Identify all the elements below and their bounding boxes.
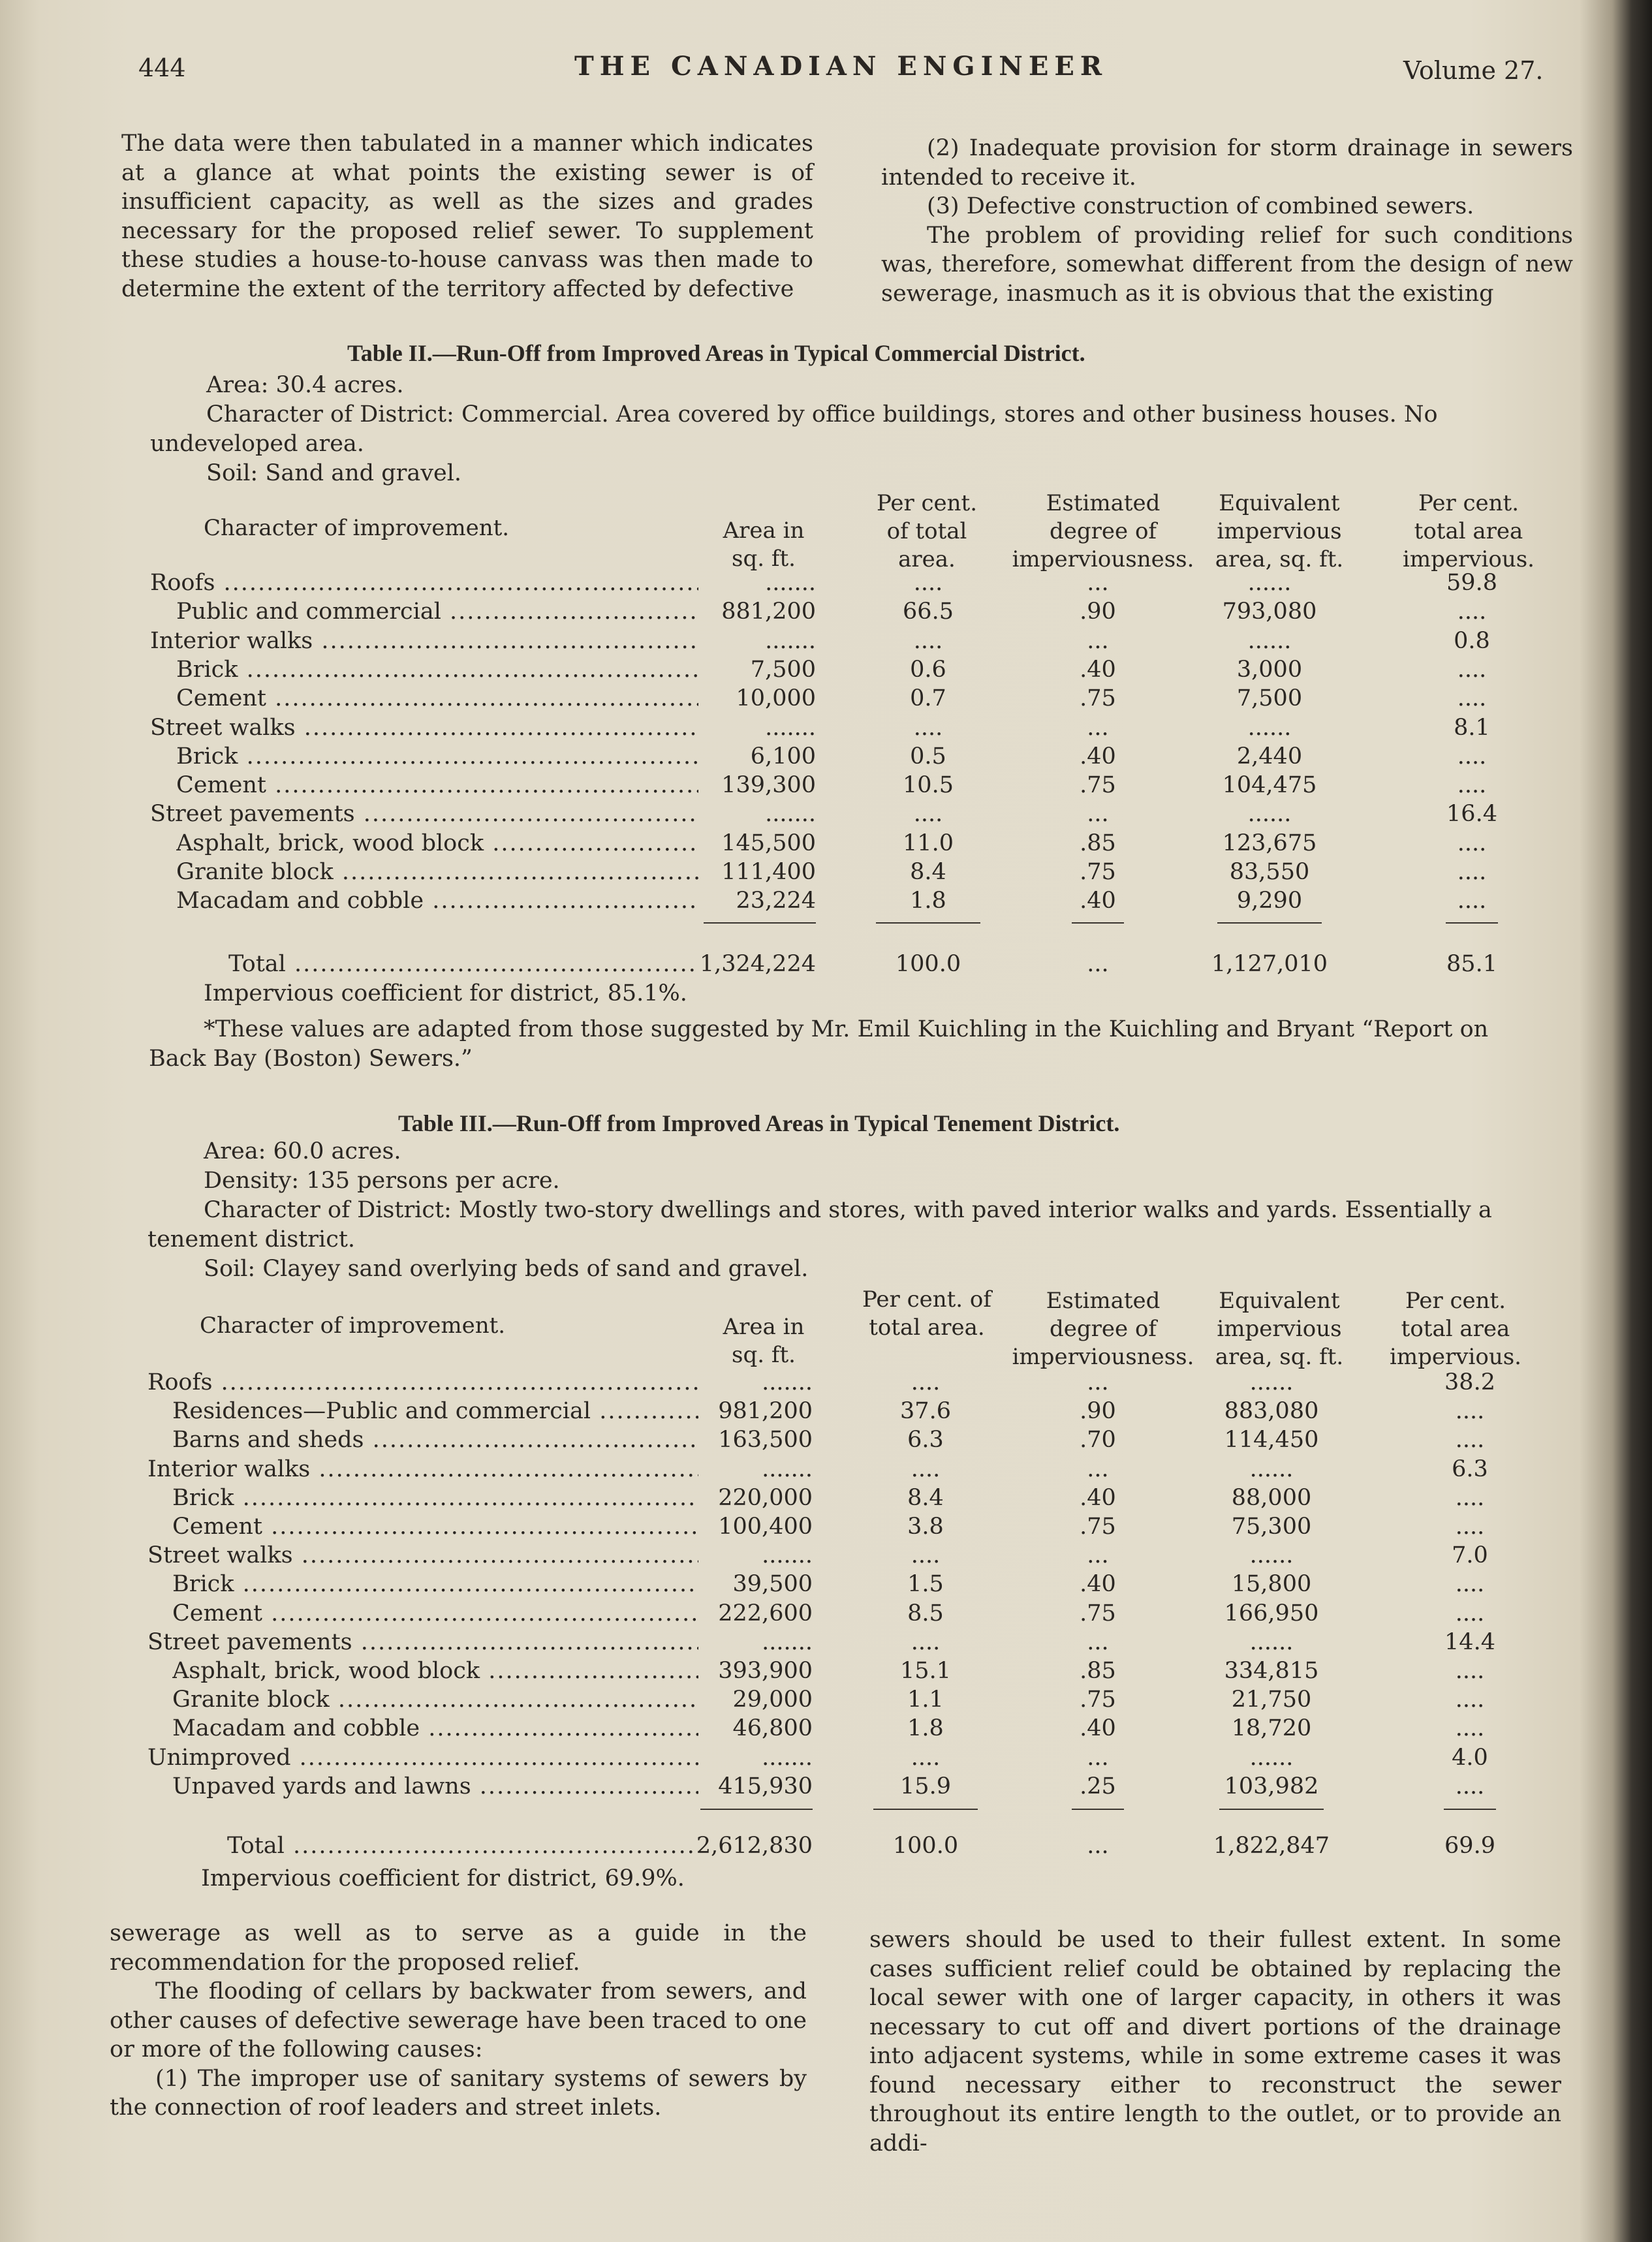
table-row — [0, 568, 1652, 597]
cell-imp: .... — [1455, 1514, 1485, 1540]
cell-equiv: 166,950 — [1224, 1600, 1319, 1627]
cell-area: 393,900 — [718, 1658, 813, 1684]
table3-character: Character of District: Mostly two-story dwellings and stores, with paved interior walks and yards. Essentially a tenement district. — [148, 1197, 1492, 1253]
cell-pct: .... — [913, 570, 943, 596]
total-rule — [700, 1809, 813, 1810]
cell-imp: .... — [1457, 830, 1487, 856]
row-label: Street pavements ..... — [148, 1628, 698, 1657]
table-row — [0, 1484, 1652, 1512]
cell-area: 23,224 — [736, 888, 816, 914]
top-left-column — [121, 129, 813, 304]
row-label: Unimproved ..... — [148, 1743, 698, 1772]
table-row — [0, 800, 1652, 828]
cell-pct: 15.1 — [900, 1658, 951, 1684]
cell-area: 1,324,224 — [699, 951, 816, 977]
cell-pct: 3.8 — [907, 1514, 944, 1540]
cell-equiv: ...... — [1249, 1542, 1294, 1569]
table3-coefficient: Impervious coefficient for district, 69.9%. — [201, 1865, 685, 1892]
cell-equiv: 1,127,010 — [1211, 951, 1328, 977]
cell-area: 111,400 — [721, 859, 816, 885]
cell-imp: 4.0 — [1452, 1744, 1488, 1771]
cell-deg: ... — [1087, 1456, 1109, 1482]
cell-deg: ... — [1087, 1628, 1109, 1655]
paragraph: The flooding of cellars by backwater from sewers, and other causes of defective sewerage have been traced to one or more of the following causes: — [110, 1978, 807, 2063]
cell-pct: 0.6 — [910, 656, 946, 683]
paragraph: The data were then tabulated in a manner which indicates at a glance at what points the existing sewer is of insufficient capacity, as well as the sizes and grades necessary for the proposed relief sewer. To supplement these studies a house-to-house canvass was then made to determine the extent of the territory affected by defective — [121, 131, 813, 302]
table-row — [0, 627, 1652, 655]
cell-area: 2,612,830 — [696, 1833, 813, 1859]
cell-equiv: 793,080 — [1222, 599, 1317, 625]
cell-imp: 14.4 — [1444, 1628, 1495, 1655]
cell-imp: .... — [1455, 1687, 1485, 1713]
cell-imp: .... — [1457, 656, 1487, 683]
cell-deg: ... — [1087, 801, 1109, 828]
table3-header-equiv: Equivalent impervious area, sq. ft. — [1215, 1288, 1344, 1370]
table2-character: Character of District: Commercial. Area covered by office buildings, stores and other business houses. No undeveloped area. — [150, 401, 1438, 457]
cell-deg: .75 — [1080, 1687, 1116, 1713]
cell-pct: 1.1 — [907, 1687, 944, 1713]
cell-area: 10,000 — [736, 685, 816, 712]
cell-equiv: ...... — [1247, 801, 1292, 828]
cell-pct: 1.5 — [907, 1571, 944, 1598]
cell-area: 29,000 — [732, 1687, 813, 1713]
table3-density: Density: 135 persons per acre. — [204, 1168, 560, 1194]
row-label: Residences—Public and commercial ..... — [172, 1397, 698, 1425]
cell-deg: .40 — [1080, 888, 1116, 914]
cell-pct: .... — [911, 1744, 941, 1771]
cell-equiv: 1,822,847 — [1213, 1833, 1330, 1859]
cell-equiv: ...... — [1249, 1456, 1294, 1482]
table2-header-pct: Per cent. of total area. — [876, 490, 978, 572]
table-row — [0, 655, 1652, 684]
cell-equiv: ...... — [1247, 714, 1292, 741]
cell-pct: 11.0 — [903, 830, 954, 856]
cell-imp: .... — [1455, 1658, 1485, 1684]
cell-pct: 6.3 — [907, 1427, 944, 1454]
table-row — [0, 1425, 1652, 1454]
cell-pct: 8.5 — [907, 1600, 944, 1627]
cell-imp: 6.3 — [1452, 1456, 1488, 1482]
cell-equiv: 2,440 — [1236, 743, 1303, 770]
table2-meta — [150, 371, 1540, 488]
cell-area: ....... — [765, 627, 816, 654]
table2-header-imp: Per cent. total area impervious. — [1403, 490, 1535, 572]
table2-area: Area: 30.4 acres. — [206, 372, 404, 398]
total-rule — [704, 922, 816, 924]
cell-deg: ... — [1087, 1542, 1109, 1569]
bottom-right-column — [869, 1925, 1561, 2158]
cell-equiv: ...... — [1247, 627, 1292, 654]
cell-equiv: ...... — [1249, 1628, 1294, 1655]
paragraph: sewers should be used to their fullest extent. In some cases sufficient relief could be obtained by replacing the local sewer with one of larger capacity, in others it was necessary to cut off and divert portions of the drainage into adjacent systems, while in some extreme cases it was found necessary either to reconstruct the sewer throughout its entire length to the outlet, or to provide an addi- — [869, 1927, 1561, 2156]
table3-area: Area: 60.0 acres. — [204, 1138, 401, 1164]
table-row — [0, 886, 1652, 915]
table-row — [0, 1541, 1652, 1570]
journal-title: THE CANADIAN ENGINEER — [574, 51, 1108, 82]
cell-pct: 15.9 — [900, 1773, 951, 1799]
table-row — [0, 1368, 1652, 1397]
cell-imp: 0.8 — [1454, 627, 1490, 654]
cell-pct: 8.4 — [910, 859, 946, 885]
cell-deg: .75 — [1080, 1514, 1116, 1540]
table-row — [0, 1772, 1652, 1801]
cell-equiv: 334,815 — [1224, 1658, 1319, 1684]
cell-area: ....... — [762, 1628, 813, 1655]
bottom-left-column — [110, 1919, 807, 2123]
cell-area: 139,300 — [721, 772, 816, 799]
total-rule — [873, 1809, 978, 1810]
table2-header-equiv: Equivalent impervious area, sq. ft. — [1215, 490, 1344, 572]
table-row — [0, 684, 1652, 713]
cell-area: ....... — [762, 1542, 813, 1569]
table2-header-degree: Estimated degree of imperviousness. — [1012, 490, 1194, 572]
table-row — [0, 742, 1652, 771]
cell-equiv: 75,300 — [1231, 1514, 1312, 1540]
row-label: Unpaved yards and lawns ..... — [172, 1772, 698, 1801]
cell-equiv: ...... — [1247, 570, 1292, 596]
cell-deg: .75 — [1080, 1600, 1116, 1627]
cell-area: ....... — [762, 1744, 813, 1771]
paragraph: (1) The improper use of sanitary systems of sewers by the connection of roof leaders and street inlets. — [110, 2065, 807, 2121]
cell-equiv: 15,800 — [1231, 1571, 1312, 1598]
cell-area: ....... — [762, 1369, 813, 1395]
table-row — [0, 1657, 1652, 1685]
cell-imp: 59.8 — [1446, 570, 1497, 596]
row-label: Roofs ..... — [150, 568, 698, 597]
cell-deg: .40 — [1080, 1715, 1116, 1742]
row-label: Brick ..... — [172, 1484, 698, 1512]
paragraph: The problem of providing relief for such conditions was, therefore, somewhat different from the design of new sewerage, inasmuch as it is obvious that the existing — [881, 222, 1573, 307]
row-label: Public and commercial ..... — [176, 597, 698, 626]
row-label: Brick ..... — [176, 742, 698, 771]
table-row — [0, 1743, 1652, 1772]
cell-pct: .... — [911, 1369, 941, 1395]
row-label: Asphalt, brick, wood block ..... — [172, 1657, 698, 1685]
table-total-row — [0, 950, 1652, 978]
total-rule — [1446, 922, 1498, 924]
cell-imp: 7.0 — [1452, 1542, 1488, 1569]
cell-area: 39,500 — [732, 1571, 813, 1598]
row-label: Asphalt, brick, wood block ..... — [176, 829, 698, 858]
table-row — [0, 1599, 1652, 1628]
paragraph: (2) Inadequate provision for storm drainage in sewers intended to receive it. — [881, 135, 1573, 191]
table3-header-pct: Per cent. of total area. — [862, 1286, 991, 1341]
cell-deg: ... — [1087, 570, 1109, 596]
table-total-row — [0, 1831, 1652, 1860]
cell-pct: 37.6 — [900, 1398, 951, 1425]
cell-equiv: 88,000 — [1231, 1484, 1312, 1511]
cell-imp: .... — [1455, 1398, 1485, 1425]
table3-title: Table III.—Run-Off from Improved Areas in Typical Tenement District. — [398, 1110, 1120, 1136]
table-row — [0, 1397, 1652, 1425]
cell-deg: .85 — [1080, 1658, 1116, 1684]
row-label: Street walks ..... — [148, 1541, 698, 1570]
cell-pct: .... — [911, 1542, 941, 1569]
table-row — [0, 1570, 1652, 1598]
row-label: Total ..... — [227, 1831, 698, 1860]
table3-soil: Soil: Clayey sand overlying beds of sand and gravel. — [204, 1256, 809, 1282]
row-label: Macadam and cobble ..... — [172, 1714, 698, 1743]
table-row — [0, 829, 1652, 858]
cell-area: 100,400 — [718, 1514, 813, 1540]
cell-area: 145,500 — [721, 830, 816, 856]
row-label: Macadam and cobble ..... — [176, 886, 698, 915]
cell-deg: .40 — [1080, 1484, 1116, 1511]
cell-deg: ... — [1087, 627, 1109, 654]
cell-pct: 8.4 — [907, 1484, 944, 1511]
row-label: Cement ..... — [176, 684, 698, 713]
cell-imp: .... — [1457, 685, 1487, 712]
row-label: Cement ..... — [172, 1599, 698, 1628]
cell-equiv: 83,550 — [1229, 859, 1310, 885]
cell-deg: .40 — [1080, 743, 1116, 770]
cell-imp: .... — [1457, 859, 1487, 885]
cell-pct: .... — [913, 801, 943, 828]
table3-header-area: Area in sq. ft. — [723, 1314, 805, 1368]
row-label: Roofs ..... — [148, 1368, 698, 1397]
total-rule — [1217, 922, 1322, 924]
cell-imp: .... — [1455, 1715, 1485, 1742]
cell-pct: 1.8 — [910, 888, 946, 914]
cell-equiv: 123,675 — [1222, 830, 1317, 856]
cell-deg: .75 — [1080, 859, 1116, 885]
cell-deg: .25 — [1080, 1773, 1116, 1799]
cell-imp: 38.2 — [1444, 1369, 1495, 1395]
table-row — [0, 1512, 1652, 1541]
total-rule — [1072, 1809, 1124, 1810]
row-label: Street pavements ..... — [150, 800, 698, 828]
row-label: Cement ..... — [176, 771, 698, 800]
cell-deg: .40 — [1080, 1571, 1116, 1598]
cell-equiv: 883,080 — [1224, 1398, 1319, 1425]
table-row — [0, 597, 1652, 626]
table3-header-degree: Estimated degree of imperviousness. — [1012, 1288, 1194, 1370]
table2-title: Table II.—Run-Off from Improved Areas in Typical Commercial District. — [347, 340, 1085, 366]
cell-imp: .... — [1455, 1427, 1485, 1454]
cell-imp: .... — [1455, 1600, 1485, 1627]
cell-equiv: 114,450 — [1224, 1427, 1319, 1454]
row-label: Total ..... — [228, 950, 698, 978]
cell-deg: .40 — [1080, 656, 1116, 683]
cell-area: 46,800 — [732, 1715, 813, 1742]
cell-deg: ... — [1087, 714, 1109, 741]
cell-equiv: ...... — [1249, 1744, 1294, 1771]
table-row — [0, 1685, 1652, 1714]
table-row — [0, 1714, 1652, 1743]
volume-label: Volume 27. — [1403, 56, 1544, 85]
row-label: Barns and sheds ..... — [172, 1425, 698, 1454]
cell-pct: 10.5 — [903, 772, 954, 799]
total-rule — [1072, 922, 1124, 924]
cell-imp: .... — [1457, 599, 1487, 625]
paragraph: (3) Defective construction of combined sewers. — [927, 193, 1474, 219]
cell-area: 222,600 — [718, 1600, 813, 1627]
cell-deg: .75 — [1080, 685, 1116, 712]
row-label: Cement ..... — [172, 1512, 698, 1541]
table-row — [0, 1628, 1652, 1657]
row-label: Brick ..... — [172, 1570, 698, 1598]
table2-header-area: Area in sq. ft. — [723, 518, 805, 572]
cell-area: 6,100 — [750, 743, 816, 770]
cell-deg: .85 — [1080, 830, 1116, 856]
row-label: Street walks ..... — [150, 713, 698, 742]
cell-equiv: 103,982 — [1224, 1773, 1319, 1799]
table2-coefficient: Impervious coefficient for district, 85.1%. — [204, 980, 687, 1006]
cell-equiv: 104,475 — [1222, 772, 1317, 799]
cell-deg: .90 — [1080, 599, 1116, 625]
cell-deg: .75 — [1080, 772, 1116, 799]
cell-imp: .... — [1455, 1571, 1485, 1598]
row-label: Interior walks ..... — [148, 1455, 698, 1484]
cell-pct: 66.5 — [903, 599, 954, 625]
cell-equiv: 9,290 — [1236, 888, 1303, 914]
total-rule — [876, 922, 980, 924]
table3-header-imp: Per cent. total area impervious. — [1390, 1288, 1521, 1370]
table2-soil: Soil: Sand and gravel. — [206, 460, 462, 486]
table3-header-character: Character of improvement. — [200, 1313, 506, 1339]
cell-equiv: ...... — [1249, 1369, 1294, 1395]
cell-pct: 100.0 — [892, 1833, 959, 1859]
cell-imp: 85.1 — [1446, 951, 1497, 977]
cell-equiv: 18,720 — [1231, 1715, 1312, 1742]
table-row — [0, 713, 1652, 742]
cell-area: ....... — [765, 570, 816, 596]
cell-imp: .... — [1455, 1484, 1485, 1511]
table3-meta — [148, 1137, 1540, 1284]
row-label: Granite block ..... — [172, 1685, 698, 1714]
cell-equiv: 3,000 — [1236, 656, 1303, 683]
cell-pct: .... — [911, 1628, 941, 1655]
cell-pct: 1.8 — [907, 1715, 944, 1742]
cell-equiv: 21,750 — [1231, 1687, 1312, 1713]
total-rule — [1444, 1809, 1496, 1810]
cell-area: 220,000 — [718, 1484, 813, 1511]
row-label: Brick ..... — [176, 655, 698, 684]
cell-deg: .70 — [1080, 1427, 1116, 1454]
cell-area: 7,500 — [750, 656, 816, 683]
cell-pct: 0.5 — [910, 743, 946, 770]
cell-deg: ... — [1087, 1833, 1109, 1859]
cell-imp: .... — [1457, 772, 1487, 799]
cell-area: 163,500 — [718, 1427, 813, 1454]
cell-imp: 8.1 — [1454, 714, 1490, 741]
cell-imp: .... — [1457, 743, 1487, 770]
cell-deg: ... — [1087, 1369, 1109, 1395]
table2-header-character: Character of improvement. — [204, 515, 510, 541]
cell-deg: ... — [1087, 951, 1109, 977]
table2-footnote: *These values are adapted from those suggested by Mr. Emil Kuichling in the Kuichling and Bryant “Report on Back Bay (Boston) Sewers.” — [149, 1016, 1489, 1072]
table-row — [0, 771, 1652, 800]
row-label: Interior walks ..... — [150, 627, 698, 655]
cell-pct: .... — [911, 1456, 941, 1482]
table-row — [0, 1455, 1652, 1484]
cell-area: 981,200 — [718, 1398, 813, 1425]
cell-area: ....... — [762, 1456, 813, 1482]
cell-area: 415,930 — [718, 1773, 813, 1799]
paragraph: sewerage as well as to serve as a guide in the recommendation for the proposed relief. — [110, 1920, 807, 1976]
cell-equiv: 7,500 — [1236, 685, 1303, 712]
cell-pct: 100.0 — [895, 951, 961, 977]
page-number: 444 — [138, 54, 186, 82]
cell-area: ....... — [765, 714, 816, 741]
cell-pct: .... — [913, 714, 943, 741]
cell-imp: .... — [1455, 1773, 1485, 1799]
cell-imp: 16.4 — [1446, 801, 1497, 828]
top-right-column — [881, 134, 1573, 308]
cell-imp: 69.9 — [1444, 1833, 1495, 1859]
table-row — [0, 858, 1652, 886]
cell-area: 881,200 — [721, 599, 816, 625]
cell-deg: ... — [1087, 1744, 1109, 1771]
cell-imp: .... — [1457, 888, 1487, 914]
cell-pct: 0.7 — [910, 685, 946, 712]
cell-deg: .90 — [1080, 1398, 1116, 1425]
cell-area: ....... — [765, 801, 816, 828]
cell-pct: .... — [913, 627, 943, 654]
row-label: Granite block ..... — [176, 858, 698, 886]
total-rule — [1219, 1809, 1324, 1810]
